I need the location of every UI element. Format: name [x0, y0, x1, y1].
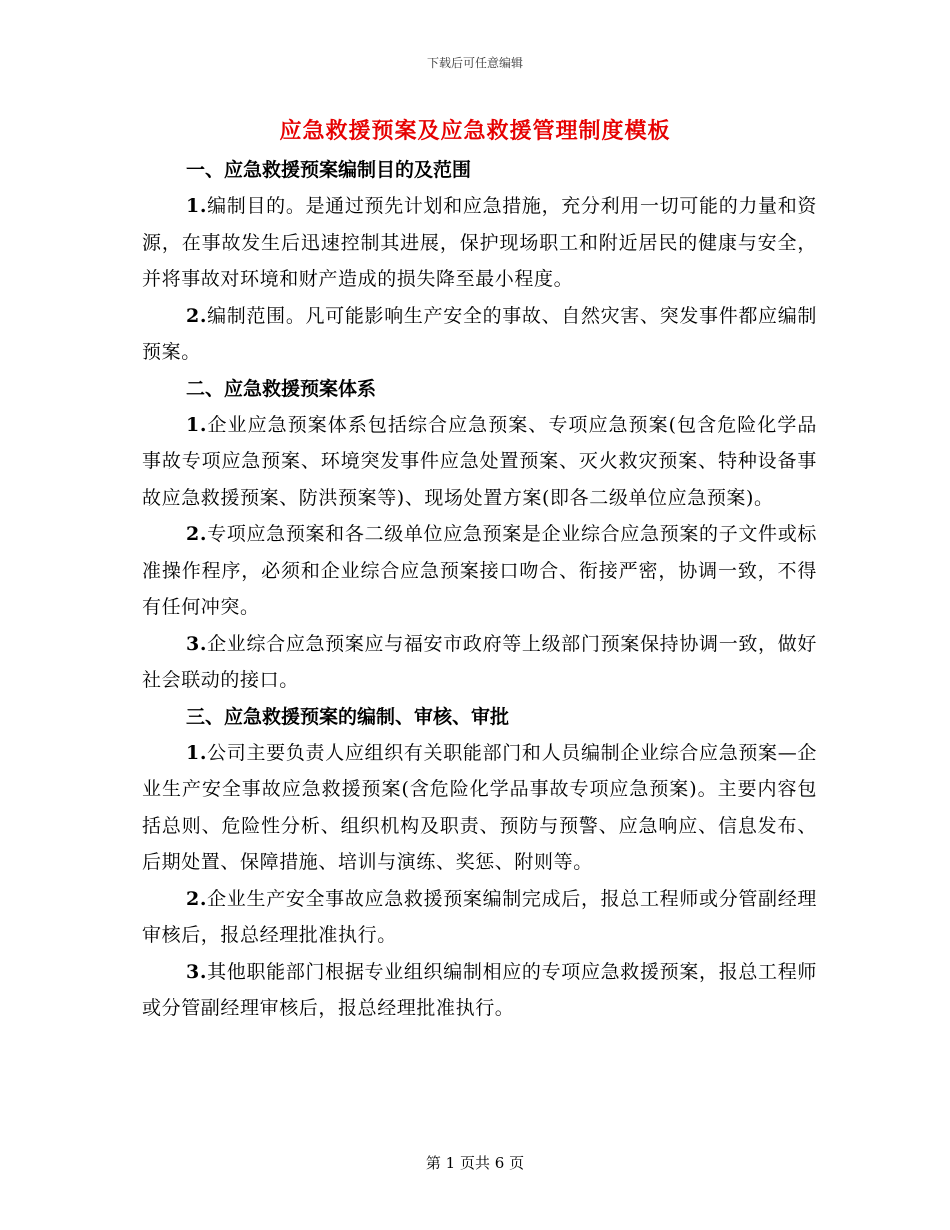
- document-title: 应急救援预案及应急救援管理制度模板: [279, 118, 671, 144]
- paragraph: [142, 407, 817, 517]
- item-number: 2.: [186, 523, 208, 545]
- item-number: 1.: [186, 741, 208, 764]
- paragraph-text: 专项应急预案和各二级单位应急预案是企业综合应急预案的子文件或标准操作程序，必须和企业综合应急预案接口吻合、衔接严密，协调一致，不得有任何冲突。: [142, 523, 817, 618]
- paragraph-text: 编制目的。是通过预先计划和应急措施，充分利用一切可能的力量和资源，在事故发生后迅速控制其进展，保护现场职工和附近居民的健康与安全，并将事故对环境和财产造成的损失降至最小程度。: [142, 195, 817, 290]
- paragraph: [142, 626, 817, 699]
- document-body: [142, 152, 817, 1027]
- paragraph-text: 公司主要负责人应组织有关职能部门和人员编制企业综合应急预案—企业生产安全事故应急救援预案(含危险化学品事故专项应急预案)。主要内容包括总则、危险性分析、组织机构及职责、预防与预警、应急响应、信息发布、后期处置、保障措施、培训与演练、奖惩、附则等。: [142, 741, 817, 873]
- page-header-note: 下载后可任意编辑: [426, 56, 523, 70]
- page-number-footer: 第 1 页共 6 页: [425, 1154, 525, 1172]
- paragraph: [142, 298, 817, 371]
- item-number: 2.: [186, 887, 208, 910]
- section-heading: 一、应急救援预案编制目的及范围: [186, 159, 472, 181]
- paragraph-text: 企业生产安全事故应急救援预案编制完成后，报总工程师或分管副经理审核后，报总经理批准执行。: [142, 887, 817, 946]
- paragraph: [142, 188, 817, 298]
- section-heading: 三、应急救援预案的编制、审核、审批: [186, 705, 510, 728]
- paragraph: [142, 735, 817, 881]
- section-heading: 二、应急救援预案体系: [186, 377, 377, 400]
- paragraph-text: 企业综合应急预案应与福安市政府等上级部门预案保持协调一致，做好社会联动的接口。: [142, 632, 817, 691]
- paragraph: [142, 881, 817, 954]
- paragraph-text: 编制范围。凡可能影响生产安全的事故、自然灾害、突发事件都应编制预案。: [142, 304, 817, 363]
- item-number: 1.: [186, 195, 208, 217]
- paragraph: [142, 516, 817, 626]
- item-number: 3.: [186, 960, 208, 983]
- paragraph-text: 其他职能部门根据专业组织编制相应的专项应急救援预案，报总工程师或分管副经理审核后，报总经理批准执行。: [142, 960, 817, 1019]
- paragraph-text: 企业应急预案体系包括综合应急预案、专项应急预案(包含危险化学品事故专项应急预案、环境突发事件应急处置预案、灭火救灾预案、特种设备事故应急救援预案、防洪预案等)、现场处置方案(即各二级单位应急预案)。: [142, 413, 817, 509]
- item-number: 3.: [186, 632, 208, 655]
- item-number: 2.: [186, 304, 208, 327]
- paragraph: [142, 954, 817, 1027]
- item-number: 1.: [186, 413, 208, 436]
